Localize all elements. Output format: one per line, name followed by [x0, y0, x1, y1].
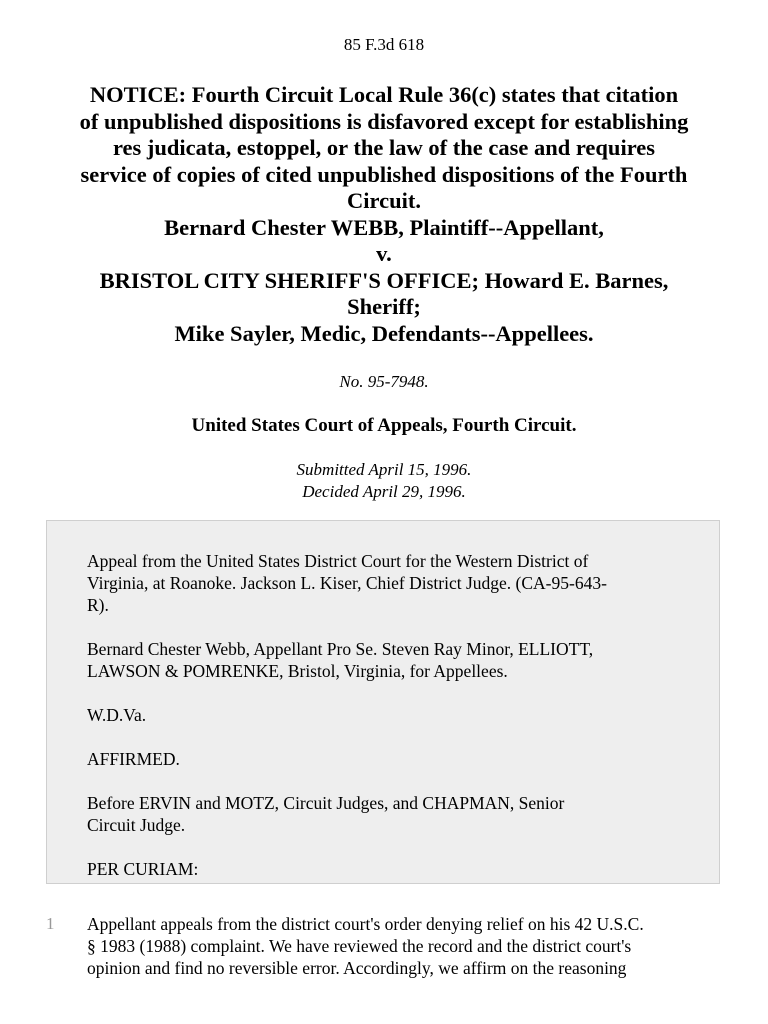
notice-line: NOTICE: Fourth Circuit Local Rule 36(c) states that citation — [89, 82, 679, 107]
notice-line: res judicata, estoppel, or the law of the case and requires — [112, 135, 656, 160]
notice-line: service of copies of cited unpublished dispositions of the Fourth — [80, 161, 688, 187]
panel-info: Before ERVIN and MOTZ, Circuit Judges, and CHAPMAN, Senior Circuit Judge. — [87, 793, 565, 835]
notice-line: of unpublished dispositions is disfavored except for establishing — [79, 108, 689, 134]
paragraph-number: 1 — [46, 914, 55, 933]
case-title-block — [30, 82, 738, 347]
paragraph-text: Appellant appeals from the district court's order denying relief on his 42 U.S.C. § 1983 (1988) complaint. We have reviewed the record and the district court's opinion and find no reversible error. Accordingly, we affirm on the reasoning — [87, 914, 644, 978]
party-line: v. — [376, 241, 392, 266]
party-line: BRISTOL CITY SHERIFF'S OFFICE; Howard E. Barnes, — [99, 267, 669, 293]
decided-date: Decided April 29, 1996. — [302, 482, 466, 501]
docket-number: No. 95-7948. — [339, 372, 429, 391]
disposition: AFFIRMED. — [87, 749, 180, 769]
submitted-date: Submitted April 15, 1996. — [296, 460, 472, 479]
party-line: Bernard Chester WEBB, Plaintiff--Appellant, — [164, 214, 604, 240]
counsel-info: Bernard Chester Webb, Appellant Pro Se. Steven Ray Minor, ELLIOTT, LAWSON & POMRENKE, Bristol, Virginia, for Appellees. — [87, 639, 594, 681]
district-abbrev: W.D.Va. — [87, 705, 147, 725]
court-name: United States Court of Appeals, Fourth Circuit. — [191, 415, 577, 436]
case-info-content — [87, 550, 695, 902]
appeal-info: Appeal from the United States District Court for the Western District of Virginia, at Roanoke. Jackson L. Kiser, Chief District Judge. (CA-95-643- R). — [87, 551, 607, 615]
case-citation: 85 F.3d 618 — [343, 35, 425, 54]
party-line: Sheriff; — [347, 294, 421, 319]
notice-line: Circuit. — [347, 188, 421, 213]
per-curiam: PER CURIAM: — [87, 859, 199, 879]
case-dates — [0, 459, 768, 503]
party-line: Mike Sayler, Medic, Defendants--Appellees. — [174, 320, 594, 346]
